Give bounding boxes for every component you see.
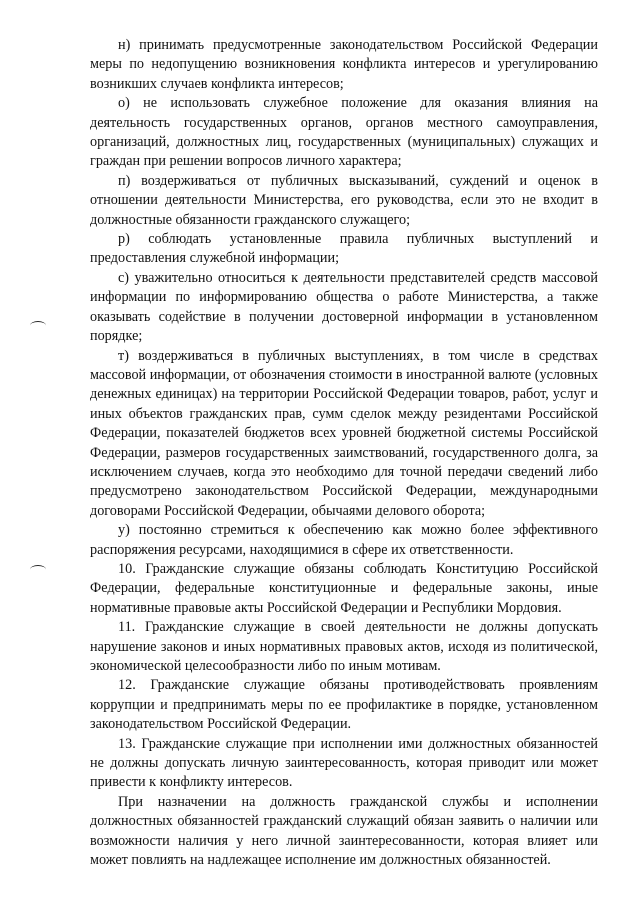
paragraph-item-s: с) уважительно относиться к деятельности представителей средств массовой информации по информированию общества о работе Министерства, а также оказывать содействие в получении достоверной информации в установленном порядке; xyxy=(90,269,598,345)
paragraph-clause-11: 11. Гражданские служащие в своей деятельности не должны допускать нарушение законов и иных нормативных правовых актов, исходя из политической, экономической целесообразности либо по иным мотивам. xyxy=(90,619,598,674)
paragraph-clause-10: 10. Гражданские служащие обязаны соблюдать Конституцию Российской Федерации, федеральные конституционные и федеральные законы, иные нормативные правовые акты Российской Федерации и Республики Мордовия. xyxy=(90,560,598,616)
paragraph-item-u: у) постоянно стремиться к обеспечению как можно более эффективного распоряжения ресурсами, находящимися в сфере их ответственности. xyxy=(90,522,598,558)
binding-hole-mark xyxy=(30,565,46,574)
paragraph-clause-13: 13. Гражданские служащие при исполнении ими должностных обязанностей не должны допускать личную заинтересованность, которая приводит или может привести к конфликту интересов. xyxy=(90,735,598,791)
paragraph-clause-13-continued: При назначении на должность гражданской службы и исполнении должностных обязанностей гражданский служащий обязан заявить о наличии или возможности наличия у него личной заинтересованности, которая влияет или может повлиять на надлежащее исполнение им должностных обязанностей. xyxy=(90,793,598,869)
paragraph-item-t: т) воздерживаться в публичных выступлениях, в том числе в средствах массовой информации, от обозначения стоимости в иностранной валюте (условных денежных единицах) на территории Российской Федерации товаров, работ, услуг и иных объектов гражданских прав, сумм сделок между резидентами Российской Федерации, показателей бюджетов всех уровней бюджетной системы Российской Федерации, размеров государственных заимствований, государственного долга, за исключением случаев, когда это необходимо для точной передачи сведений либо предусмотрено законодательством Российской Федерации, международными договорами Российской Федерации, обычаями делового оборота; xyxy=(90,347,598,519)
paragraph-item-o: о) не использовать служебное положение для оказания влияния на деятельность государственных органов, органов местного самоуправления, организаций, должностных лиц, государственных (муниципальных) служащих и граждан при решении вопросов личного характера; xyxy=(90,95,598,170)
document-body xyxy=(90,36,598,870)
paragraph-item-r: р) соблюдать установленные правила публичных выступлений и предоставления служебной информации; xyxy=(90,231,598,267)
paragraph-clause-12: 12. Гражданские служащие обязаны противодействовать проявлениям коррупции и предпринимать меры по ее профилактике в порядке, установленном законодательством Российской Федерации. xyxy=(90,677,598,733)
paragraph-item-p: п) воздерживаться от публичных высказываний, суждений и оценок в отношении деятельности Министерства, его руководства, если это не входит в должностные обязанности гражданского служащего; xyxy=(90,172,598,228)
paragraph-item-n: н) принимать предусмотренные законодательством Российской Федерации меры по недопущению возникновения конфликта интересов и урегулированию возникших случаев конфликта интересов; xyxy=(90,37,598,92)
binding-hole-mark xyxy=(30,321,46,330)
